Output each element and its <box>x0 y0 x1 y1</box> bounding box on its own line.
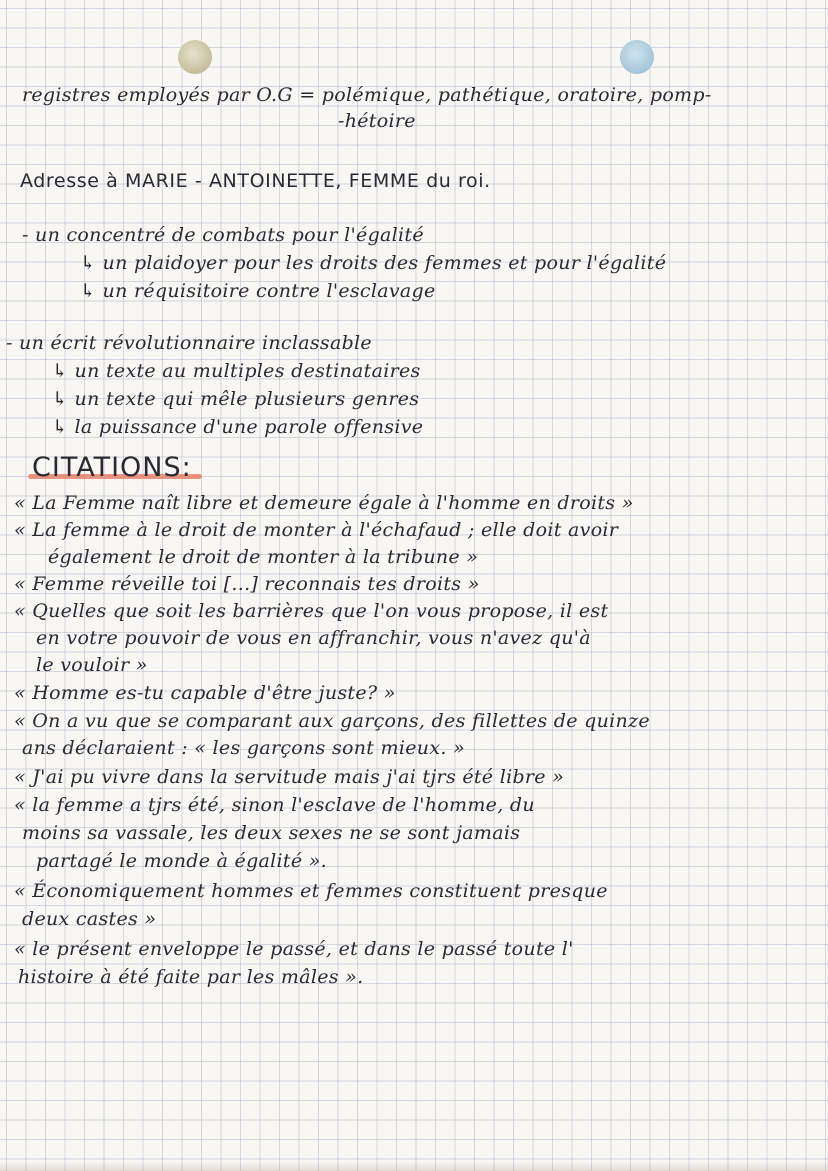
citation-line: deux castes » <box>22 908 157 930</box>
citations-heading: CITATIONS: <box>32 452 192 483</box>
point2-main: - un écrit révolutionnaire inclassable <box>6 332 372 354</box>
point1-main: - un concentré de combats pour l'égalité <box>22 224 424 246</box>
citation-line: « Quelles que soit les barrières que l'on vous propose, il est <box>14 600 609 622</box>
citation-line: également le droit de monter à la tribune » <box>48 546 479 568</box>
citation-line: « On a vu que se comparant aux garçons, des fillettes de quinze <box>14 710 650 732</box>
point1-sub: ↳ un réquisitoire contre l'esclavage <box>80 280 436 302</box>
point2-sub: ↳ un texte qui mêle plusieurs genres <box>52 388 420 410</box>
point2-sub: ↳ un texte au multiples destinataires <box>52 360 421 382</box>
citation-line: « la femme a tjrs été, sinon l'esclave de l'homme, du <box>14 794 535 816</box>
citation-line: « Économiquement hommes et femmes constituent presque <box>14 880 608 902</box>
citation-line: moins sa vassale, les deux sexes ne se sont jamais <box>22 822 521 844</box>
citation-line: partagé le monde à égalité ». <box>36 850 328 872</box>
citation-line: le vouloir » <box>36 654 148 676</box>
binder-hole-left <box>178 40 212 74</box>
citation-line: en votre pouvoir de vous en affranchir, vous n'avez qu'à <box>36 627 591 649</box>
citation-line: « le présent enveloppe le passé, et dans le passé toute l' <box>14 938 574 960</box>
citation-line: « La femme à le droit de monter à l'échafaud ; elle doit avoir <box>14 519 619 541</box>
registers-line: registres employés par O.G = polémique, pathétique, oratoire, pomp- <box>22 84 712 106</box>
citation-line: « Homme es-tu capable d'être juste? » <box>14 682 396 704</box>
point1-sub: ↳ un plaidoyer pour les droits des femmes et pour l'égalité <box>80 252 667 274</box>
binder-hole-right <box>620 40 654 74</box>
citation-line: histoire à été faite par les mâles ». <box>18 966 364 988</box>
addressed-line: Adresse à MARIE - ANTOINETTE, FEMME du roi. <box>20 170 491 192</box>
citation-line: « La Femme naît libre et demeure égale à l'homme en droits » <box>14 492 634 514</box>
citation-line: « Femme réveille toi [...] reconnais tes droits » <box>14 573 480 595</box>
citation-line: « J'ai pu vivre dans la servitude mais j'ai tjrs été libre » <box>14 766 565 788</box>
registers-line-continued: -hétoire <box>338 110 416 132</box>
page-bottom-edge <box>0 1161 828 1171</box>
citation-line: ans déclaraient : « les garçons sont mieux. » <box>22 737 465 759</box>
point2-sub: ↳ la puissance d'une parole offensive <box>52 416 424 438</box>
